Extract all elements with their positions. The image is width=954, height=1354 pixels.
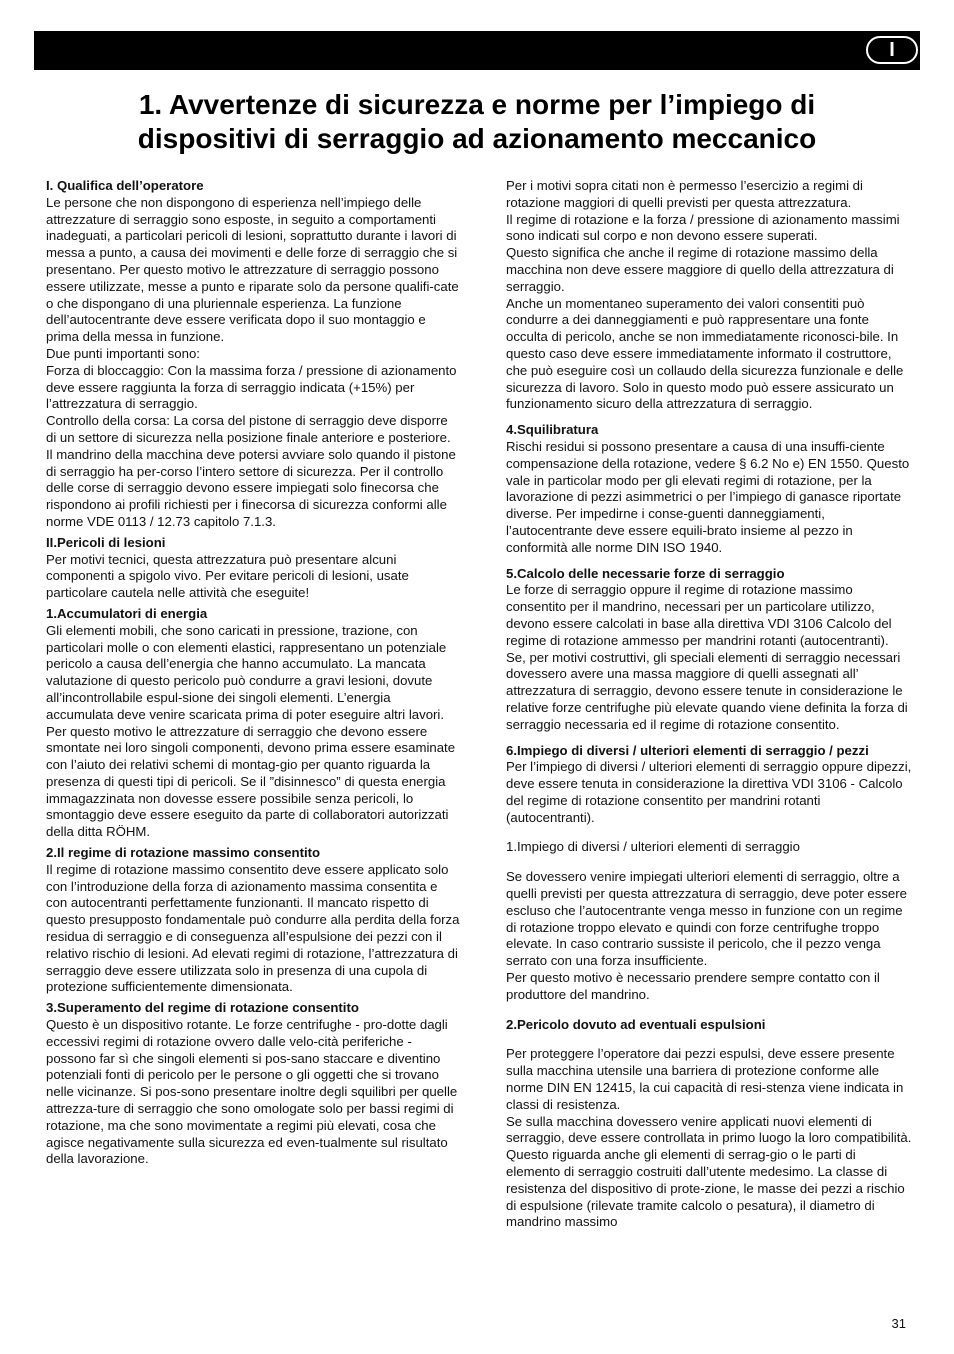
section-body: Il regime di rotazione e la forza / pressione di azionamento massimi sono indicati sul corpo e non devono essere superati. [506, 211, 900, 244]
subsection-body: Il regime di rotazione massimo consentito deve essere applicato solo con l’introduzione della forza di azionamento massima consentita e con autocentranti perfettamente funzionanti. Il mancato rispetto di questo presupposto fondamentale può condurre alla perdita della forza residua di serraggio e di conseguenza all’espulsione dei pezzi con il relativo rischio di lesioni. Ad elevati regimi di rotazione, l’attrezzatura di serraggio deve essere utilizzata solo in presenza di una cupola di protezione sufficientemente dimensionata. [46, 861, 460, 995]
section-body: Questo significa che anche il regime di rotazione massimo della macchina non deve essere maggiore di quello della attrezzatura di serraggio. [506, 245, 894, 294]
section-body: Anche un momentaneo superamento dei valori consentiti può condurre a dei danneggiamenti e può rappresentare una fonte occulta di pericolo, anche se non immediatamente riconosci-bile. In questo caso deve essere immediatamente informato il costruttore, che può eseguire così un collaudo della sicurezza funzionale e delle sicurezza di lavoro. Solo in questo modo può essere assicurato un funzionamento sicuro della attrezzatura di serraggio. [506, 295, 904, 412]
right-column [506, 178, 912, 1231]
subsection-body: Se sulla macchina dovessero venire applicati nuovi elementi di serraggio, deve essere controllata in primo luogo la loro compatibilità. Questo riguarda anche gli elementi di serrag-gio o le parti di elemento di serraggio costruiti dall’utente medesimo. La classe di resistenza del dispositivo di prote-zione, le masse dei pezzi a rischio di espulsione (rilevate tramite calcolo o pesatura), il diametro di mandrino massimo [506, 1113, 912, 1230]
section-body: Per motivi tecnici, questa attrezzatura può presentare alcuni componenti a spigolo vivo. Per evitare pericoli di lesioni, usate particolare cautela nelle attività che eseguite! [46, 551, 409, 601]
subsection-body: Per questo motivo è necessario prendere sempre contatto con il produttore del mandrino. [506, 970, 880, 1002]
subsection-heading: 3.Superamento del regime di rotazione consentito [46, 1000, 359, 1016]
language-tab: I [866, 36, 918, 64]
subsection-heading: 2.Il regime di rotazione massimo consentito [46, 845, 321, 861]
section-heading: 4.Squilibratura [506, 422, 599, 438]
title-line-1: 1. Avvertenze di sicurezza e norme per l’impiego di [138, 89, 816, 120]
subsection-body: Se dovessero venire impiegati ulteriori elementi di serraggio, oltre a quelli previsti per questa attrezzatura di serraggio, deve poter essere escluso che l’autocentrante venga messo in funzione con un regime di rotazione troppo elevato e quindi con forze centrifughe troppo elevate. In caso contrario sussiste il pericolo, che il pezzo venga serrato con una forza insufficiente. [506, 869, 907, 969]
section-heading: I. Qualifica dell’operatore [46, 178, 204, 193]
section-body: Rischi residui si possono presentare a causa di una insuffi-ciente compensazione della rotazione, vedere § 6.2 No e) EN 1550. Questo vale in particolar modo per gli elevati regimi di rotazione, per la lavorazione di pezzi asimmetrici o per l’impiego di ganasce riportate diverse. Per impedirne i conse-guenti danneggiamenti, l’autocentrante deve essere equili-brato insieme al pezzo in conformità alle norme DIN ISO 1940. [506, 438, 910, 555]
subsection-body: Gli elementi mobili, che sono caricati in pressione, trazione, con particolari molle o con elementi elastici, rappresentano un potenziale pericolo a causa dell’energia che hanno accumulato. La mancata valutazione di questo pericolo può condurre a gravi lesioni, dovute all’incontrollabile espul-sione dei singoli elementi. L’energia accumulata deve venire scaricata prima di poter eseguire altri lavori. Per questo motivo le attrezzature di serraggio che devono essere smontate nei loro singoli componenti, devono prima essere esaminate con l’aiuto dei relativi schemi di montag-gio per quanto riguarda la presenza di questi tipi di pericoli. Se il ”disinnesco” di questa energia immagazzinata non dovesse essere possibile senza pericoli, lo smontaggio deve essere eseguito da parte di collaboratori autorizzati della ditta RÖHM. [46, 622, 456, 840]
section-heading: 5.Calcolo delle necessarie forze di serraggio [506, 565, 785, 581]
page-title [0, 88, 954, 156]
section-heading: II.Pericoli di lesioni [46, 534, 166, 550]
left-column [46, 178, 460, 1168]
section-heading: 6.Impiego di diversi / ulteriori elementi di serraggio / pezzi [506, 742, 869, 758]
section-body: Le persone che non dispongono di esperienza nell’impiego delle attrezzature di serraggio sono esposte, in seguito a comportamenti inadeguati, a particolari pericoli di lesioni, soprattutto durante i lavori di messa a punto, a causa dei movimenti e delle forze di serraggio che si presentano. Per questo motivo le attrezzature di serraggio possono essere utilizzate, messe a punto e riparate solo da persone qualifi-cate o che dispongano di una pluriennale esperienza. La funzione dell’autocentrante deve essere verificata dopo il suo montaggio e prima della messa in funzione. [46, 194, 459, 345]
subsection-body: Questo è un dispositivo rotante. Le forze centrifughe - pro-dotte dagli eccessivi regimi di rotazione ovvero dalle velo-cità periferiche - possono far sì che singoli elementi si pos-sano staccare e diventino potenziali fonti di pericolo per le persone o gli oggetti che si trovano nelle vicinanze. Si pos-sono presentare inoltre degli squilibri per quelle attrezza-ture di serraggio che sono omologate solo per bassi regimi di rotazione, ma che sono movimentate a regimi più elevati, cosa che agisce negativamente sulla sicurezza ed even-tualmente sul risultato della lavorazione. [46, 1017, 458, 1167]
header-bar [34, 31, 920, 70]
title-line-2: dispositivi di serraggio ad azionamento meccanico [137, 123, 817, 154]
section-body: Per l’impiego di diversi / ulteriori elementi di serraggio oppure dipezzi, deve essere tenuta in considerazione la direttiva VDI 3106 - Calcolo del regime di rotazione consentito per mandrini rotanti (autocentranti). [506, 759, 912, 825]
section-body: Per i motivi sopra citati non è permesso l’esercizio a regimi di rotazione maggiori di quelli previsti per questa attrezzatura. [506, 178, 863, 210]
section-body: Controllo della corsa: La corsa del pistone di serraggio deve disporre di un settore di sicurezza nella posizione finale anteriore e posteriore. Il mandrino della macchina deve potersi avviare solo quando il pistone di serraggio ha per-corso l’intero settore di sicurezza. Per il controllo delle corse di serraggio devono essere impiegati solo finecorsa che rispondono ai profili richiesti per i finecorsa di sicurezza conformi alle norme VDE 0113 / 12.73 capitolo 7.1.3. [46, 413, 456, 529]
subsection-heading: 1.Impiego di diversi / ulteriori elementi di serraggio [506, 839, 800, 855]
subsection-heading: 2.Pericolo dovuto ad eventuali espulsioni [506, 1016, 766, 1032]
subsection-heading: 1.Accumulatori di energia [46, 605, 208, 621]
section-body: Forza di bloccaggio: Con la massima forza / pressione di azionamento deve essere raggiunta la forza di serraggio indicata (+15%) per l’attrezzatura di serraggio. [46, 362, 457, 412]
subsection-body: Per proteggere l’operatore dai pezzi espulsi, deve essere presente sulla macchina utensile una barriera di protezione conforme alle norme DIN EN 12415, la cui capacità di resi-stenza viene indicata in classi di resistenza. [506, 1046, 904, 1112]
section-body: Due punti importanti sono: [46, 345, 200, 361]
page-number: 31 [891, 1316, 906, 1331]
section-body: Le forze di serraggio oppure il regime di rotazione massimo consentito per il mandrino, necessari per un particolare utilizzo, devono essere calcolati in base alla direttiva VDI 3106 Calcolo del regime di rotazione ammesso per mandrini rotanti (autocentranti). Se, per motivi costruttivi, gli speciali elementi di serraggio necessari dovessero avere una massa maggiore di quelli assegnati all’ attrezzatura di serraggio, devono essere tenute in considerazione le relative forze centrifughe più elevate quando viene definita la forza di serraggio necessaria ed il regime di rotazione consentito. [506, 582, 908, 732]
